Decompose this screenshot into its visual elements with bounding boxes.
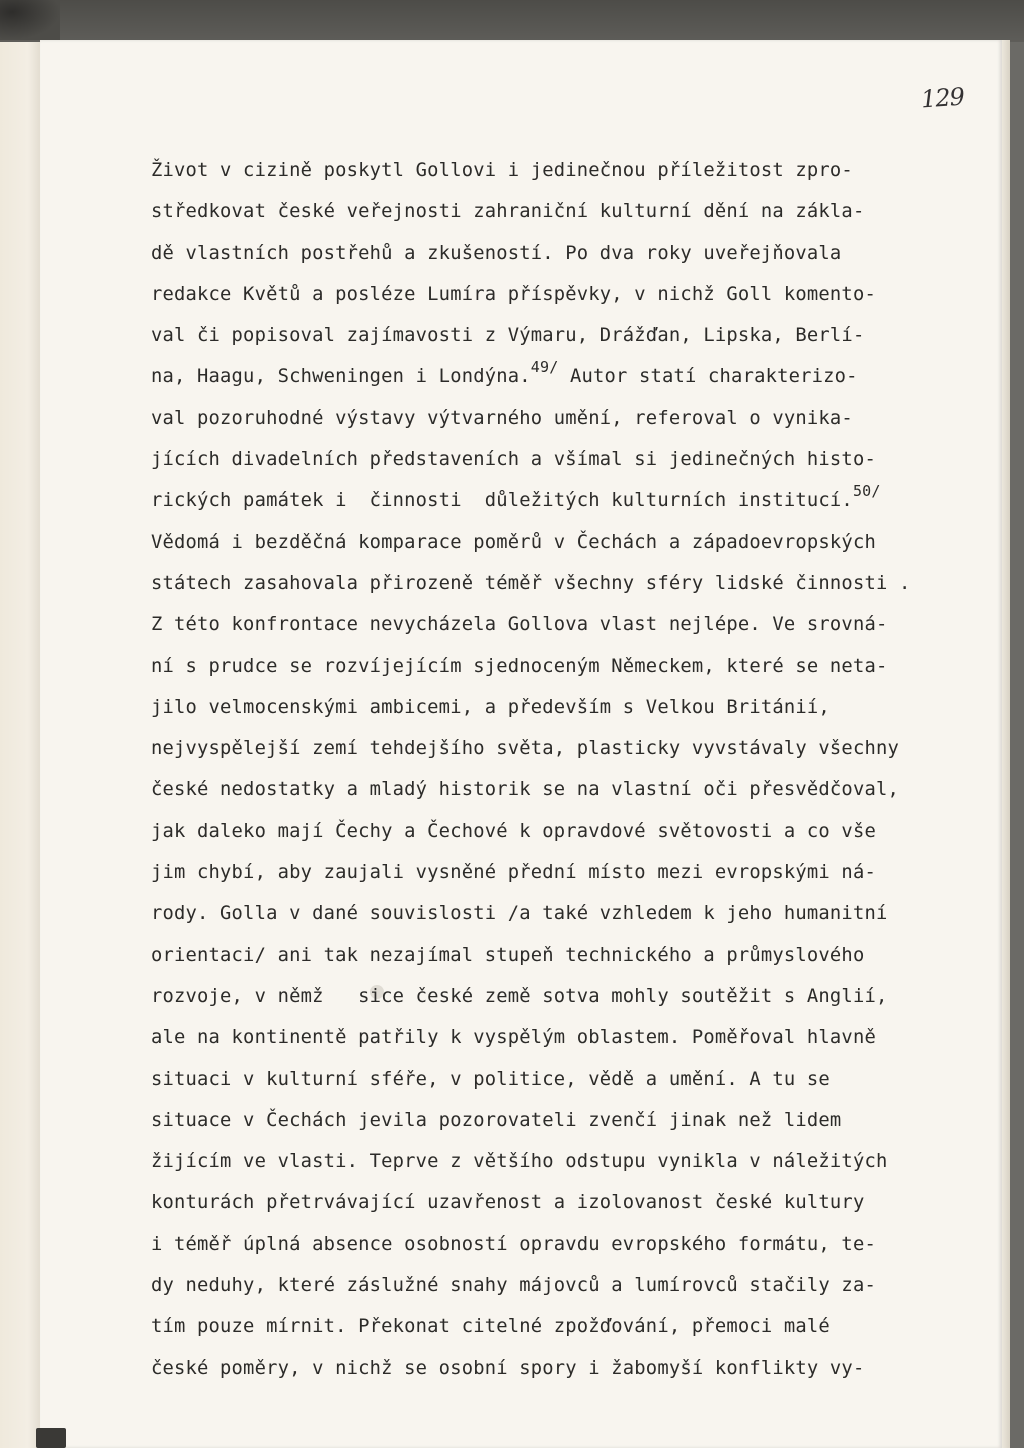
scanner-background-corner	[0, 0, 60, 40]
text-line	[151, 315, 991, 356]
text-line	[151, 522, 991, 563]
text-line-content: situace v Čechách jevila pozorovateli zvenčí jinak než lidem	[151, 1109, 842, 1131]
text-line	[151, 439, 991, 480]
text-line	[151, 976, 991, 1017]
text-line-content: i téměř úplná absence osobností opravdu evropského formátu, te-	[151, 1233, 876, 1255]
page-right-edge	[1002, 40, 1010, 1448]
footnote-reference: 49/	[530, 358, 559, 377]
text-line	[151, 356, 991, 397]
text-line	[151, 563, 991, 604]
text-line-content: dě vlastních postřehů a zkušeností. Po dva roky uveřejňovala	[151, 242, 842, 264]
text-line	[151, 604, 991, 645]
text-line-content: nejvyspělejší zemí tehdejšího světa, plasticky vyvstávaly všechny	[151, 738, 899, 760]
text-line	[151, 1100, 991, 1141]
footnote-reference: 50/	[852, 482, 881, 501]
text-line	[151, 1017, 991, 1058]
text-line-content: orientaci/ ani tak nezajímal stupeň technického a průmyslového	[151, 944, 865, 966]
text-line	[151, 769, 991, 810]
text-line-content: situaci v kulturní sféře, v politice, vědě a umění. A tu se	[151, 1068, 830, 1090]
text-line	[151, 811, 991, 852]
text-line-content: státech zasahovala přirozeně téměř všechny sféry lidské činnosti .	[151, 572, 911, 594]
text-line	[151, 1059, 991, 1100]
text-line-content: jilo velmocenskými ambicemi, a především s Velkou Británií,	[151, 696, 830, 718]
text-line-content: rických památek i činnosti důležitých kulturních institucí.	[151, 490, 853, 512]
text-line-content: val pozoruhodné výstavy výtvarného umění, referoval o vynika-	[151, 407, 853, 429]
text-line	[151, 1182, 991, 1223]
text-line-continuation: Autor statí charakterizo-	[558, 366, 858, 388]
text-line	[151, 1141, 991, 1182]
adjacent-page-edge	[0, 0, 40, 1448]
text-line-content: tím pouze mírnit. Překonat citelné zpožďování, přemoci malé	[151, 1316, 830, 1338]
text-line	[151, 1224, 991, 1265]
text-line-content: na, Haagu, Schweningen i Londýna.	[151, 366, 531, 388]
text-line	[151, 191, 991, 232]
text-line-content: jících divadelních představeních a všímal si jedinečných histo-	[151, 449, 876, 471]
page-number: 129	[920, 82, 965, 114]
text-line-content: jak daleko mají Čechy a Čechové k opravdové světovosti a co vše	[151, 820, 876, 842]
binder-mark	[36, 1428, 66, 1448]
text-line	[151, 1348, 991, 1389]
text-line-content: žijícím ve vlasti. Teprve z většího odstupu vynikla v náležitých	[151, 1151, 888, 1173]
text-line	[151, 233, 991, 274]
text-line	[151, 1306, 991, 1347]
text-line	[151, 728, 991, 769]
text-line	[151, 935, 991, 976]
text-line-content: české nedostatky a mladý historik se na vlastní oči přesvědčoval,	[151, 779, 899, 801]
text-line-content: středkovat české veřejnosti zahraniční kulturní dění na zákla-	[151, 201, 865, 223]
text-line-content: české poměry, v nichž se osobní spory i žabomyší konflikty vy-	[151, 1357, 865, 1379]
text-line-content: rozvoje, v němž sice české země sotva mohly soutěžit s Anglií,	[151, 985, 888, 1007]
text-line-content: val či popisoval zajímavosti z Výmaru, Drážďan, Lipska, Berlí-	[151, 325, 865, 347]
text-line-content: dy neduhy, které záslužné snahy májovců a lumírovců stačily za-	[151, 1275, 876, 1297]
text-line	[151, 646, 991, 687]
text-line-content: Z této konfrontace nevycházela Gollova vlast nejlépe. Ve srovná-	[151, 614, 888, 636]
text-line	[151, 852, 991, 893]
text-line-content: ní s prudce se rozvíjejícím sjednoceným Německem, které se neta-	[151, 655, 888, 677]
text-line	[151, 274, 991, 315]
text-line	[151, 398, 991, 439]
text-line	[151, 1265, 991, 1306]
text-line-content: konturách přetrvávající uzavřenost a izolovanost české kultury	[151, 1192, 865, 1214]
text-line-content: Vědomá i bezděčná komparace poměrů v Čechách a západoevropských	[151, 531, 876, 553]
body-text	[151, 150, 991, 1389]
text-line-content: redakce Květů a posléze Lumíra příspěvky, v nichž Goll komento-	[151, 283, 876, 305]
text-line-content: ale na kontinentě patřily k vyspělým oblastem. Poměřoval hlavně	[151, 1027, 876, 1049]
text-line-content: rody. Golla v dané souvislosti /a také vzhledem k jeho humanitní	[151, 903, 888, 925]
text-line	[151, 150, 991, 191]
text-line	[151, 893, 991, 934]
text-line	[151, 480, 991, 521]
text-line	[151, 687, 991, 728]
text-line-content: jim chybí, aby zaujali vysněné přední místo mezi evropskými ná-	[151, 862, 876, 884]
scanner-background-top	[0, 0, 1024, 42]
text-line-content: Život v cizině poskytl Gollovi i jedinečnou příležitost zpro-	[151, 160, 853, 181]
